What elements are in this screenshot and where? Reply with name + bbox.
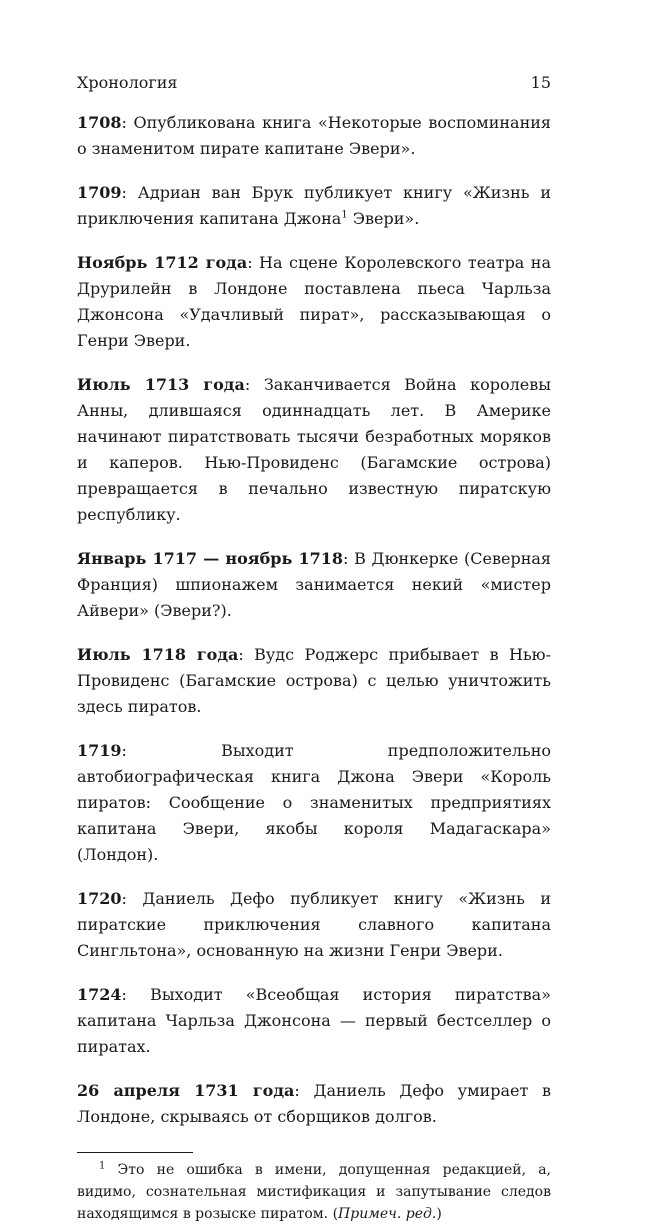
footnote-close: ) [436,1206,442,1222]
entry-text: : Опубликована книга «Некоторые воспоминания о знаменитом пирате капитане Эвери». [77,113,551,158]
entry-date: 1724 [77,985,122,1004]
entry-date: Июль 1718 года [77,645,239,664]
entry-date: 1720 [77,889,122,908]
footnote-text: Это не ошибка в имени, допущенная редакцией, а, видимо, сознательная мистификация и запутывание следов находящимся в розыске пиратом. ( [77,1162,551,1222]
entry-text: : На сцене Королевского театра на Друрилейн в Лондоне поставлена пьеса Чарльза Джонсона «Удачливый пират», рассказывающая о Генри Эвери. [77,253,551,350]
footnote-divider [77,1152,193,1153]
entry-text: : Выходит предположительно автобиографическая книга Джона Эвери «Король пиратов: Сообщение о знаменитых предприятиях капитана Эвери, якобы короля Мадагаскара» (Лондон). [77,741,551,864]
entry-text: : Выходит «Всеобщая история пиратства» капитана Чарльза Джонсона — первый бестселлер о пиратах. [77,985,551,1056]
footnote-marker: 1 [99,1160,106,1172]
entry-text: : Даниель Дефо публикует книгу «Жизнь и пиратские приключения славного капитана Сингльтона», основанную на жизни Генри Эвери. [77,889,551,960]
entry-date: 1719 [77,741,122,760]
chronology-entry [77,180,551,232]
entry-text-continued: Эвери». [347,209,420,228]
book-page [77,72,551,1225]
entry-text: : Адриан ван Брук публикует книгу «Жизнь и приключения капитана Джона [77,183,551,228]
chronology-entry [77,642,551,720]
chronology-entry [77,982,551,1060]
chronology-entry [77,738,551,868]
entry-text: : Заканчивается Война королевы Анны, длившаяся одиннадцать лет. В Америке начинают пиратствовать тысячи безработных моряков и каперов. Нью-Провиденс (Багамские острова) превращается в печально известную пиратскую республику. [77,375,551,524]
running-head [77,72,551,94]
section-title: Хронология [77,73,178,92]
entry-date: 1708 [77,113,122,132]
footnote [77,1159,551,1225]
footnote-reference: 1 [341,209,348,221]
entry-text: : В Дюнкерке (Северная Франция) шпионажем занимается некий «мистер Айвери» (Эвери?). [77,549,551,620]
entry-date: 26 апреля 1731 года [77,1081,295,1100]
page-number: 15 [530,73,551,92]
entry-text: : Даниель Дефо умирает в Лондоне, скрываясь от сборщиков долгов. [77,1081,552,1126]
entry-date: Июль 1713 года [77,375,245,394]
entry-text: : Вудс Роджерс прибывает в Нью-Провиденс (Багамские острова) с целью уничтожить здесь пиратов. [77,645,551,716]
chronology-entry [77,1078,551,1130]
editor-note: Примеч. ред. [338,1206,437,1222]
entry-date: 1709 [77,183,122,202]
chronology-entry [77,250,551,354]
chronology-entry [77,886,551,964]
chronology-entry [77,546,551,624]
entry-date: Январь 1717 — ноябрь 1718 [77,549,344,568]
chronology-entry [77,110,551,162]
chronology-entry [77,372,551,528]
entry-date: Ноябрь 1712 года [77,253,248,272]
